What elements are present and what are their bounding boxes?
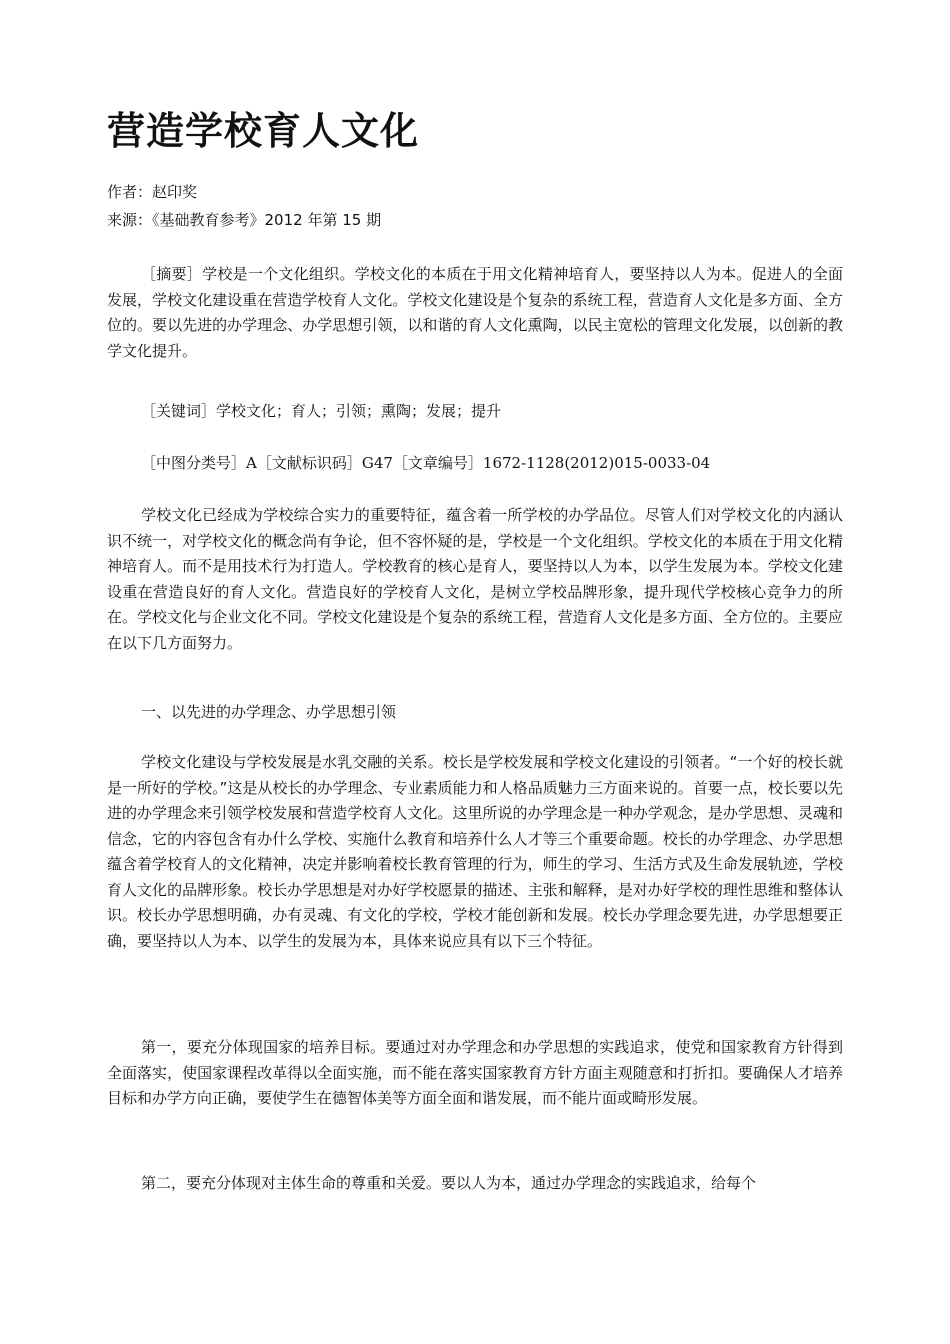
section-heading-1: 一、以先进的办学理念、办学思想引领 [141, 703, 397, 721]
article-title: 营造学校育人文化 [107, 109, 420, 153]
first-point-paragraph: 第一，要充分体现国家的培养目标。要通过对办学理念和办学思想的实践追求，使党和国家教育方针得到全面落实，使国家课程改革得以全面实施，而不能在落实国家教育方针方面主观随意和打折扣。要确保人才培养目标和办学方向正确，要使学生在德智体美等方面全面和谐发展，而不能片面或畸形发展。 [107, 1038, 843, 1107]
second-point-paragraph: 第二，要充分体现对主体生命的尊重和关爱。要以人为本，通过办学理念的实践追求，给每个 [141, 1174, 757, 1192]
intro-paragraph: 学校文化已经成为学校综合实力的重要特征，蕴含着一所学校的办学品位。尽管人们对学校文化的内涵认识不统一，对学校文化的概念尚有争论，但不容怀疑的是，学校是一个文化组织。学校文化的本质在于用文化精神培育人。而不是用技术行为打造人。学校教育的核心是育人，要坚持以人为本，以学生发展为本。学校文化建设重在营造良好的育人文化。营造良好的学校育人文化，是树立学校品牌形象，提升现代学校核心竞争力的所在。学校文化与企业文化不同。学校文化建设是个复杂的系统工程，营造育人文化是多方面、全方位的。主要应在以下几方面努力。 [107, 506, 843, 652]
abstract-paragraph: ［摘要］学校是一个文化组织。学校文化的本质在于用文化精神培育人，要坚持以人为本。促进人的全面发展，学校文化建设重在营造学校育人文化。学校文化建设是个复杂的系统工程，营造育人文化是多方面、全方位的。要以先进的办学理念、办学思想引领，以和谐的育人文化熏陶，以民主宽松的管理文化发展，以创新的教学文化提升。 [107, 265, 843, 360]
source-line: 来源：《基础教育参考》2012 年第 15 期 [107, 211, 382, 229]
section-1-paragraph: 学校文化建设与学校发展是水乳交融的关系。校长是学校发展和学校文化建设的引领者。“一个好的校长就是一所好的学校。”这是从校长的办学理念、专业素质能力和人格品质魅力三方面来说的。首要一点，校长要以先进的办学理念来引领学校发展和营造学校育人文化。这里所说的办学理念是一种办学观念，是办学思想、灵魂和信念，它的内容包含有办什么学校、实施什么教育和培养什么人才等三个重要命题。校长的办学理念、办学思想蕴含着学校育人的文化精神，决定并影响着校长教育管理的行为，师生的学习、生活方式及生命发展轨迹，学校育人文化的品牌形象。校长办学思想是对办好学校愿景的描述、主张和解释，是对办好学校的理性思维和整体认识。校长办学思想明确，办有灵魂、有文化的学校，学校才能创新和发展。校长办学理念要先进，办学思想要正确，要坚持以人为本、以学生的发展为本，具体来说应具有以下三个特征。 [107, 753, 843, 950]
classification-paragraph: ［中图分类号］A［文献标识码］G47［文章编号］1672-1128(2012)015-0033-04 [141, 454, 711, 472]
keywords-paragraph: ［关键词］学校文化；育人；引领；熏陶；发展；提升 [141, 402, 502, 420]
author-line: 作者：赵印奖 [107, 183, 198, 201]
